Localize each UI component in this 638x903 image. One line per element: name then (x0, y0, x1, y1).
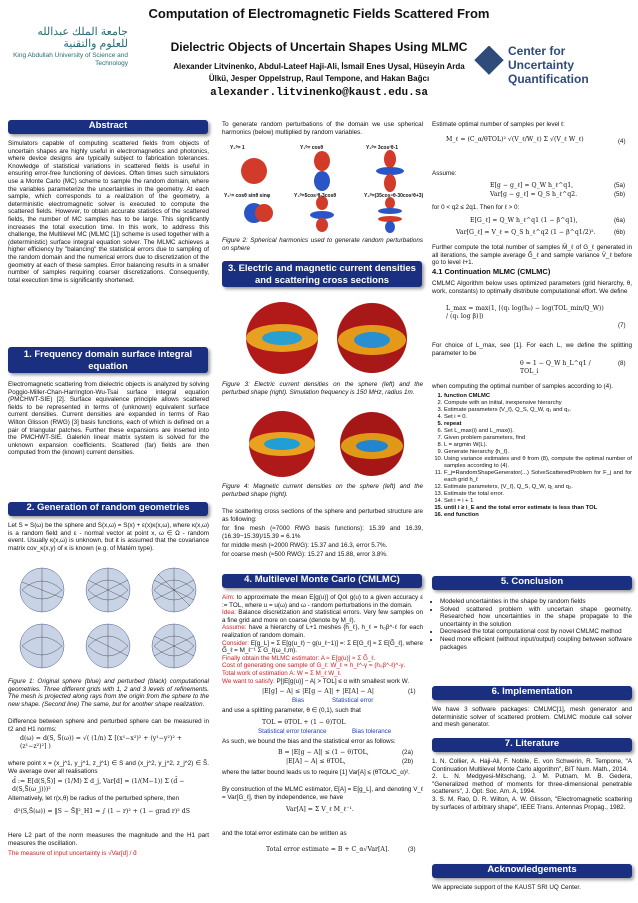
equation-1: |E[g] − A| ≤ |E[g − A]| + |E[A] − A| (262, 688, 374, 695)
assume-text: have a hierarchy of L+1 meshes {h_ℓ}, h_ℓ = h₀β^-ℓ for each realization of random domain. (222, 624, 423, 639)
equation-7-number: (7) (618, 322, 626, 329)
cmlmc-text: CMLMC Algorithm below uses optimized parameters (grid hierarchy, θ, work, constants) to optimally distribute computational effort. We define (432, 280, 632, 295)
splitting-text: and use a splitting parameter, θ ∈ (0,1), such that (222, 707, 361, 714)
for-text: for 0 < q2 ≤ 2q1. Then for ℓ > 0: (432, 204, 520, 211)
cmlmc-algorithm (432, 393, 632, 519)
assume-text-2: Assume: (432, 170, 457, 177)
finally-text: Finally obtain the MLMC estimator: A ≈ E[g(u)] ≈ Σ G̃_ℓ. (222, 654, 376, 662)
consider-paragraph (222, 640, 423, 655)
figure-1-meshes (8, 562, 209, 676)
harmonic-label-6: Y₄⁰=(35cos⁴θ-30cos²θ+3) (364, 193, 423, 199)
section-5-header: 5. Conclusion (432, 576, 632, 590)
kaust-logo-english: King Abdullah University of Science and Technology (13, 52, 128, 67)
equation-2a-number: (2a) (402, 749, 414, 756)
section-2-header: 2. Generation of random geometries (8, 502, 208, 516)
contact-email: alexander.litvinenko@kaust.edu.sa (210, 87, 428, 99)
input-uncertainty-label: The measure of input uncertainty is (8, 850, 107, 857)
acknowledgements-header: Acknowledgements (432, 864, 632, 878)
section-3-coarse: for coarse mesh (≈500 RWG): 15.27 and 15.88, error 3.8%. (222, 551, 388, 558)
equation-6a-number: (6a) (614, 217, 626, 224)
figure-4-caption: Figure 4: Magnetic current densities on the sphere (left) and the perturbed shape (right). (222, 483, 423, 498)
further-text: Further compute the total number of samples M̄_ℓ of G_ℓ generated in all iterations, the sample average G̃_ℓ and sample variance V̄_ℓ before go to level ℓ+1. (432, 244, 632, 267)
equation-h1-norm: d²(S,S̃(ω)) = ‖S − S̃‖²_H1 = ∫ (1 − r)² + (1 − grad r)² dS (14, 808, 190, 815)
algorithm-step: 6. Set L_max(i) and L_max(i). (444, 428, 632, 435)
section-abstract-header: Abstract (8, 120, 208, 134)
harmonic-label-3: Y₂⁰= 3cos²θ-1 (366, 145, 399, 151)
section-6-header: 6. Implementation (432, 686, 632, 700)
equation-2b-number: (2b) (402, 758, 414, 765)
idea-label: Idea: (222, 609, 237, 617)
aim-label: Aim: (222, 594, 235, 601)
acknowledgements-text: We appreciate support of the KAUST SRI UQ Center. (432, 884, 581, 891)
assume-paragraph (222, 624, 423, 639)
equation-2a: B = |E[g − A]| ≤ (1 − θ)TOL, (278, 749, 369, 756)
harmonic-label-1: Y₀⁰= 1 (230, 145, 245, 151)
algorithm-step: 14. Set i = i + 1 (444, 498, 632, 505)
column-2-intro: To generate random perturbations of the domain we use spherical harmonics (below) multiplied by random variables. (222, 121, 423, 136)
conclusion-item: • Modeled uncertainties in the shape by random fields (440, 598, 632, 606)
section-7-header: 7. Literature (432, 738, 632, 752)
subsection-4-1: 4.1 Continuation MLMC (CMLMC) (432, 267, 551, 276)
algorithm-step: 10. Using variance estimates and θ from (8), compute the optimal number of samples according to (4). (444, 456, 632, 470)
idea-text: Balance discretization and statistical errors. Very few samples on a fine grid and more on coarse (denote by M_ℓ). (222, 609, 423, 624)
satisfy-text: P[|E[g(u)] − A| > TOL] ≤ α with smallest work W. (276, 677, 410, 685)
conclusion-item: • Decreased the total computational cost by novel CMLMC method (440, 628, 632, 636)
literature-item: 1. N. Collier, A. Haji-Ali, F. Nobile, E. von Schwerin, R. Tempone, "A Continuation Multilevel Monte Carlo algorithm", BIT Num. Math., 2014. (432, 758, 632, 773)
authors-line-2: Ülkü, Jesper Oppelstrup, Raul Tempone, and Hakan Bağcı (208, 74, 430, 83)
equation-tol: TOL = θTOL + (1 − θ)TOL (262, 719, 346, 726)
figure-2-caption: Figure 2: Spherical harmonics used to generate random perturbations on sphere (222, 237, 423, 252)
bias-label: Bias (292, 697, 305, 704)
equation-5b: Var[g − g_ℓ] ≈ Q_S h_ℓ^q2. (490, 191, 578, 198)
conclusion-item: • Solved scattered problem with uncertain shape geometry. Researched how uncertainties in the shape propagate to the uncertainty in the solution (440, 606, 632, 629)
aim-text: to approximate the mean E[g(u)] of QoI g(u) to a given accuracy ε := TOL, where u = u(ω) and ω - random perturbations in the domain. (222, 594, 424, 609)
conclusion-item: • Need more efficient (without input/output) coupling between software packages (440, 636, 632, 651)
algorithm-step: 11. F_j=RandomShapeGenerator(...) SolveScatteredProblem for F_j and for each grid h_ℓ (444, 470, 632, 484)
equation-5a-number: (5a) (614, 182, 626, 189)
algorithm-step: 3. Estimate parameters {V_ℓ}, Q_S, Q_W, q₁ and q₂. (444, 407, 632, 414)
statistical-error-label: Statistical error (332, 697, 374, 704)
consider-text: E[g_L] = Σ E[g(u_ℓ) − g(u_ℓ−1)] =: Σ E[G_ℓ] ≈ Σ E[G̃_ℓ], where G̃_ℓ = M_ℓ⁻¹ Σ G_ℓ(ω_ℓ,m). (222, 639, 424, 655)
section-3-middle: for middle mesh (≈2000 RWG): 15.37 and 16.3, error 5.7%. (222, 542, 388, 549)
idea-paragraph (222, 609, 423, 624)
algorithm-step: 7. Given problem parameters, find (444, 435, 632, 442)
section-1-header: 1. Frequency domain surface integral equation (8, 347, 208, 373)
aim-paragraph (222, 594, 423, 609)
equation-6b-number: (6b) (614, 229, 626, 236)
algorithm-step: 1. function CMLMC (444, 393, 632, 400)
equation-8-number: (8) (618, 360, 626, 367)
section-2-text-6 (8, 850, 209, 858)
literature-item: 3. S. M. Rao, D. R. Wilton, A. W. Glisson, "Electromagnetic scattering by surfaces of arbitrary shape", IEEE Trans. Antennas Propag., 1982. (432, 795, 632, 811)
algorithm-step: 13. Estimate the total error. (444, 491, 632, 498)
algorithm-step: 5. repeat (444, 421, 632, 428)
variance-equation: Var[A] = Σ V_ℓ M_ℓ⁻¹. (286, 806, 354, 813)
conclusion-bullets (432, 598, 632, 651)
assume-label: Assume: (222, 624, 247, 632)
equation-2b: |E[A] − A| ≤ θTOL, (286, 758, 346, 765)
equation-d-norm: d(ω) = d(S, S̃(ω)) = √( (1/n) Σ [(x¹−x²)² + (y¹−y²)² + (z¹−z²)²] ) (20, 735, 182, 750)
harmonic-label-2: Y₁⁰= cosθ (300, 145, 324, 151)
equation-4-number: (4) (618, 138, 626, 145)
total-error-equation: Total error estimate = B + C_α√Var[A]. (266, 846, 390, 853)
figure-3-graphic (222, 295, 423, 381)
equation-1-number: (1) (408, 688, 416, 695)
figure-2-harmonics (222, 141, 423, 237)
work-text: Total work of estimation A: W = Σ M_ℓ W_ℓ. (222, 669, 342, 677)
section-1-text: Electromagnetic scattering from dielectric objects is analyzed by solving Poggio-Miller-Chan-Harrington-Wu-Tsai surface integral equation (PMCHWT-SIE) [2]. Surface equivalence principle allows scattered fields to be represented in terms of (unknown) equivalent surface current densities. Current densities are expanded in terms of Rao Wilton Glisson (RWG) [3] basis functions, each of which is defined on a pair of triangular patches. Further these expansions are inserted into the PMCHWT-SIE. Galerkin linear matrix system is solved for the unknown expansion coefficients. Scattered (far) fields are then computed from the (known) current densities. (8, 381, 209, 457)
algorithm-step: 9. Generate hierarchy {h_ℓ}. (444, 449, 632, 456)
equation-6a: E[G_ℓ] ≈ Q_W h_ℓ^q1 (1 − β^q1), (470, 217, 578, 224)
equation-8: θ = 1 − Q_W h_L^q1 / TOL_i (520, 360, 591, 375)
authors-line-1: Alexander Litvinenko, Abdul-Lateef Haji-Ali, İsmail Enes Uysal, Hüseyin Arda (173, 62, 465, 71)
section-2-text: Let S = S(ω) be the sphere and S(x,ω) = S(x) + ε(x)κ(x,ω), where κ(x,ω) is a random field and ε - normal vector at point x, ω ∈ Ω - random event. Usually κ(x,ω) is unknown, but it is assumed that the covariance matrix cov_κ(x,y) of κ is known (e.g. of Matérn type). (8, 522, 209, 552)
harmonic-label-5: Y₃⁰=5cos³θ-3cosθ (294, 193, 337, 199)
cost-text: Cost of generating one sample of G_ℓ: W_ℓ ∝ h_ℓ^-γ = (h₀β^-ℓ)^-γ. (222, 662, 406, 670)
total-error-text: and the total error estimate can be written as (222, 830, 347, 837)
choice-text: For choice of L_max, see [1]. For each L, we define the splitting parameter to be (432, 342, 632, 357)
equation-d-average: d̄ := E[d(S,S̃)] ≈ (1/M) Σ d_j, Var[d] ≈ (1/(M−1)) Σ (d̄ − d(S,S̃(ω_j)))² (12, 778, 185, 793)
section-3-text: The scattering cross sections of the sphere and perturbed structure are as following: (222, 508, 423, 523)
section-2-text-2: Difference between sphere and perturbed sphere can be measured in ℓ2 and H1 norms: (8, 718, 209, 733)
consider-label: Consider: (222, 639, 249, 647)
algorithm-step: 12. Estimate parameters, {V_ℓ}, Q_S, Q_W, q₁ and q₂. (444, 484, 632, 491)
algorithm-step: 4. Set i = 0. (444, 414, 632, 421)
implementation-text: We have 3 software packages: CMLMC[1], mesh generator and deterministic solver of scattered problem. CMLMC module call solver and mesh generator. (432, 706, 632, 729)
optimal-samples-text: Estimate optimal number of samples per level ℓ: (432, 121, 565, 128)
section-2-text-4: Alternatively, let r(x,θ) be radius of the perturbed sphere, then (8, 795, 180, 802)
sriuq-logo-text: Center for Uncertainty Quantification (508, 44, 589, 86)
figure-2-graphic (222, 141, 423, 237)
section-2-text-3: where point x = (x_j^1, y_j^1, z_j^1) ∈ S and (x_j^2, y_j^2, z_j^2) ∈ S̃. We average over all realisations (8, 760, 209, 775)
literature-item: 2. L. N. Medgyesi-Mitschang, J. M. Putnam, M. B. Gedera, "Generalized method of moments for three-dimensional penetrable scatterers", J. Opt. Soc. Am. A, 1994. (432, 773, 632, 796)
figure-4-magnetic (222, 406, 423, 482)
abstract-text: Simulators capable of computing scattered fields from objects of uncertain shapes are highly useful in electromagnetics and photonics, where device designs are typically subject to fabrication tolerances. Knowledge of statistical variations in scattered fields is useful in ensuring error-free functioning of devices. Often times such simulators use a Monte Carlo (MC) scheme to sample the random domain, where the variables parameterize the uncertainties in the geometry. At each sample, which corresponds to a realization of the geometry, a deterministic electromagnetic solver is executed to compute the scattered fields. However, to obtain accurate statistics of the scattered fields, the number of MC samples has to be large. This significantly increases the total execution time. In this work, to address this challenge, the Multilevel MC (MLMC [1]) scheme is used together with a (deterministic) surface integral equation solver. The MLMC achieves a higher efficiency by "balancing" the statistical errors due to sampling of the random domain and the numerical errors due to discretization of the geometry at each of these samples. Error balancing results in a smaller number of samples requiring coarser discretizations. Consequently, total execution time is significantly shortened. (8, 140, 209, 284)
equation-4: M_ℓ = (C_α/θTOL)² √(V_ℓ/W_ℓ) Σ √(V_ℓ W_ℓ) (446, 136, 584, 143)
algorithm-list (432, 393, 632, 519)
satisfy-paragraph (222, 678, 423, 686)
title-line-1: Computation of Electromagnetic Fields Scattered From (148, 6, 490, 21)
literature-list (432, 758, 632, 811)
figure-1-caption: Figure 1: Original sphere (blue) and perturbed (black) computational geometries. Three different grids with 1, 2 and 3 levels of refinements. The mesh is projected along rays from the origin from the sphere to the new shape. (Second line) The same, but for another shape realization. (8, 678, 209, 708)
kaust-logo-arabic: جامعة الملك عبدالله للعلوم والتقنية (37, 26, 128, 50)
construction-text: By construction of the MLMC estimator, E[A] = E[g_L], and denoting V_ℓ = Var[G_ℓ], then by independence, we have (222, 786, 423, 801)
equation-3-number: (3) (408, 846, 416, 853)
figure-3-electric (222, 295, 423, 381)
input-uncertainty-formula: √Var[d] / d̄ (108, 850, 137, 857)
bias-tol-label: Bias tolerance (352, 728, 392, 735)
when-text: when computing the optimal number of samples according to (4). (432, 383, 613, 390)
section-3-header: 3. Electric and magnetic current densities and scattering cross sections (222, 261, 422, 287)
equation-7: L_max = max(1, ⌈(q₁ log(h₀) − log(TOL_min/Q_W)) / (q₁ log β)⌉) (446, 305, 604, 320)
equation-5b-number: (5b) (614, 191, 626, 198)
equation-5a: E[g − g_ℓ] ≈ Q_W h_ℓ^q1, (490, 182, 574, 189)
section-2-text-5: Here L2 part of the norm measures the magnitude and the H1 part measures the oscillation. (8, 832, 209, 847)
algorithm-step: 15. until i ≥ i_E and the total error estimate is less than TOL (444, 505, 632, 512)
section-4-header: 4. Multilevel Monte Carlo (CMLMC) (222, 574, 422, 588)
algorithm-step: 16. end function (444, 512, 632, 519)
harmonic-label-4: Y₂¹= cosθ sinθ sinφ (224, 193, 271, 199)
figure-4-graphic (222, 406, 423, 482)
figure-1-graphic (8, 562, 209, 676)
title-line-2: Dielectric Objects of Uncertain Shapes Using MLMC (170, 40, 468, 54)
conclusion-list (432, 598, 632, 651)
bound-text: As such, we bound the bias and the statistical error as follows: (222, 738, 396, 745)
algorithm-step: 8. L = argmin W(L). (444, 442, 632, 449)
poster-header (0, 0, 638, 112)
satisfy-label: We want to satisfy: (222, 677, 275, 685)
figure-3-caption: Figure 3: Electric current densities on the sphere (left) and the perturbed shape (right). Simulation frequency is 150 MHz, radius 1m. (222, 381, 423, 396)
where-text: where the latter bound leads us to require [1] Var[A] ≤ (θTOL/C_α)². (222, 769, 410, 776)
stat-tol-label: Statistical error tolerance (258, 728, 327, 735)
section-4-body (222, 594, 423, 685)
algorithm-step: 2. Compute with an initial, inexpensive hierarchy (444, 400, 632, 407)
equation-6b: Var[G_ℓ] ≈ V_ℓ ≈ Q_S h_ℓ^q2 (1 − β^q1/2)². (456, 229, 596, 236)
section-3-fine: for fine mesh (≈7000 RWG basis functions): 15.39 and 16.39, (16.39−15.39)/15.39 = 6.1% (222, 525, 423, 540)
